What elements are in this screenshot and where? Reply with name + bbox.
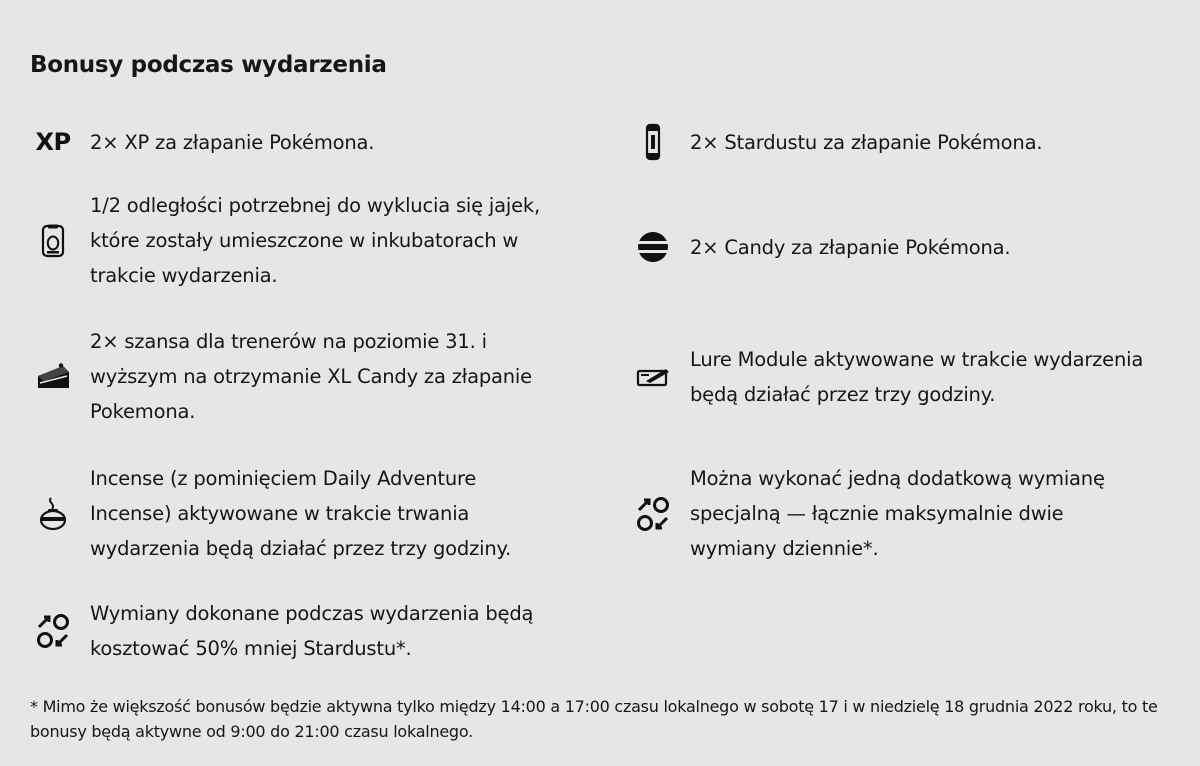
trade-icon xyxy=(630,491,676,537)
bonus-incense-text: Incense (z pominięciem Daily Adventure Incense) aktywowane w trakcie trwania wydarzenia będą działać przez trzy godziny. xyxy=(90,467,512,560)
xl-candy-icon xyxy=(30,354,76,400)
candy-icon xyxy=(630,224,676,270)
trade-icon xyxy=(30,608,76,654)
incubator-icon xyxy=(30,218,76,264)
bonus-special-trade-text: Można wykonać jedną dodatkową wymianę specjalną — łącznie maksymalnie dwie wymiany dziennie*. xyxy=(690,467,1105,560)
bonus-special-trade xyxy=(630,461,1150,566)
bonus-xl-candy xyxy=(30,324,565,429)
bonus-trade-cost-text: Wymiany dokonane podczas wydarzenia będą kosztować 50% mniej Stardustu*. xyxy=(90,602,534,660)
bonus-trade-cost xyxy=(30,596,565,666)
bonus-xp-text: 2× XP za złapanie Pokémona. xyxy=(90,130,375,154)
bonus-xp xyxy=(30,119,590,165)
bonus-candy xyxy=(630,224,1170,270)
bonus-stardust xyxy=(630,119,1170,165)
incense-icon xyxy=(30,491,76,537)
section-title: Bonusy podczas wydarzenia xyxy=(30,52,387,78)
stardust-icon xyxy=(630,119,676,165)
bonus-lure xyxy=(630,342,1150,412)
xp-icon xyxy=(30,119,76,165)
bonus-lure-text: Lure Module aktywowane w trakcie wydarzenia będą działać przez trzy godziny. xyxy=(690,348,1144,406)
xp-icon-label: XP xyxy=(35,128,71,156)
bonus-incense xyxy=(30,461,550,566)
lure-module-icon xyxy=(630,354,676,400)
footnote: * Mimo że większość bonusów będzie aktywna tylko między 14:00 a 17:00 czasu lokalnego w sobotę 17 i w niedzielę 18 grudnia 2022 roku, to te bonusy będą aktywne od 9:00 do 21:00 czasu lokalnego. xyxy=(30,697,1158,741)
bonus-stardust-text: 2× Stardustu za złapanie Pokémona. xyxy=(690,130,1043,154)
bonus-egg-text: 1/2 odległości potrzebnej do wyklucia się jajek, które zostały umieszczone w inkubatorach w trakcie wydarzenia. xyxy=(90,194,541,287)
bonus-egg xyxy=(30,188,585,293)
bonus-xl-candy-text: 2× szansa dla trenerów na poziomie 31. i wyższym na otrzymanie XL Candy za złapanie Pokemona. xyxy=(90,330,532,423)
bonus-candy-text: 2× Candy za złapanie Pokémona. xyxy=(690,235,1011,259)
